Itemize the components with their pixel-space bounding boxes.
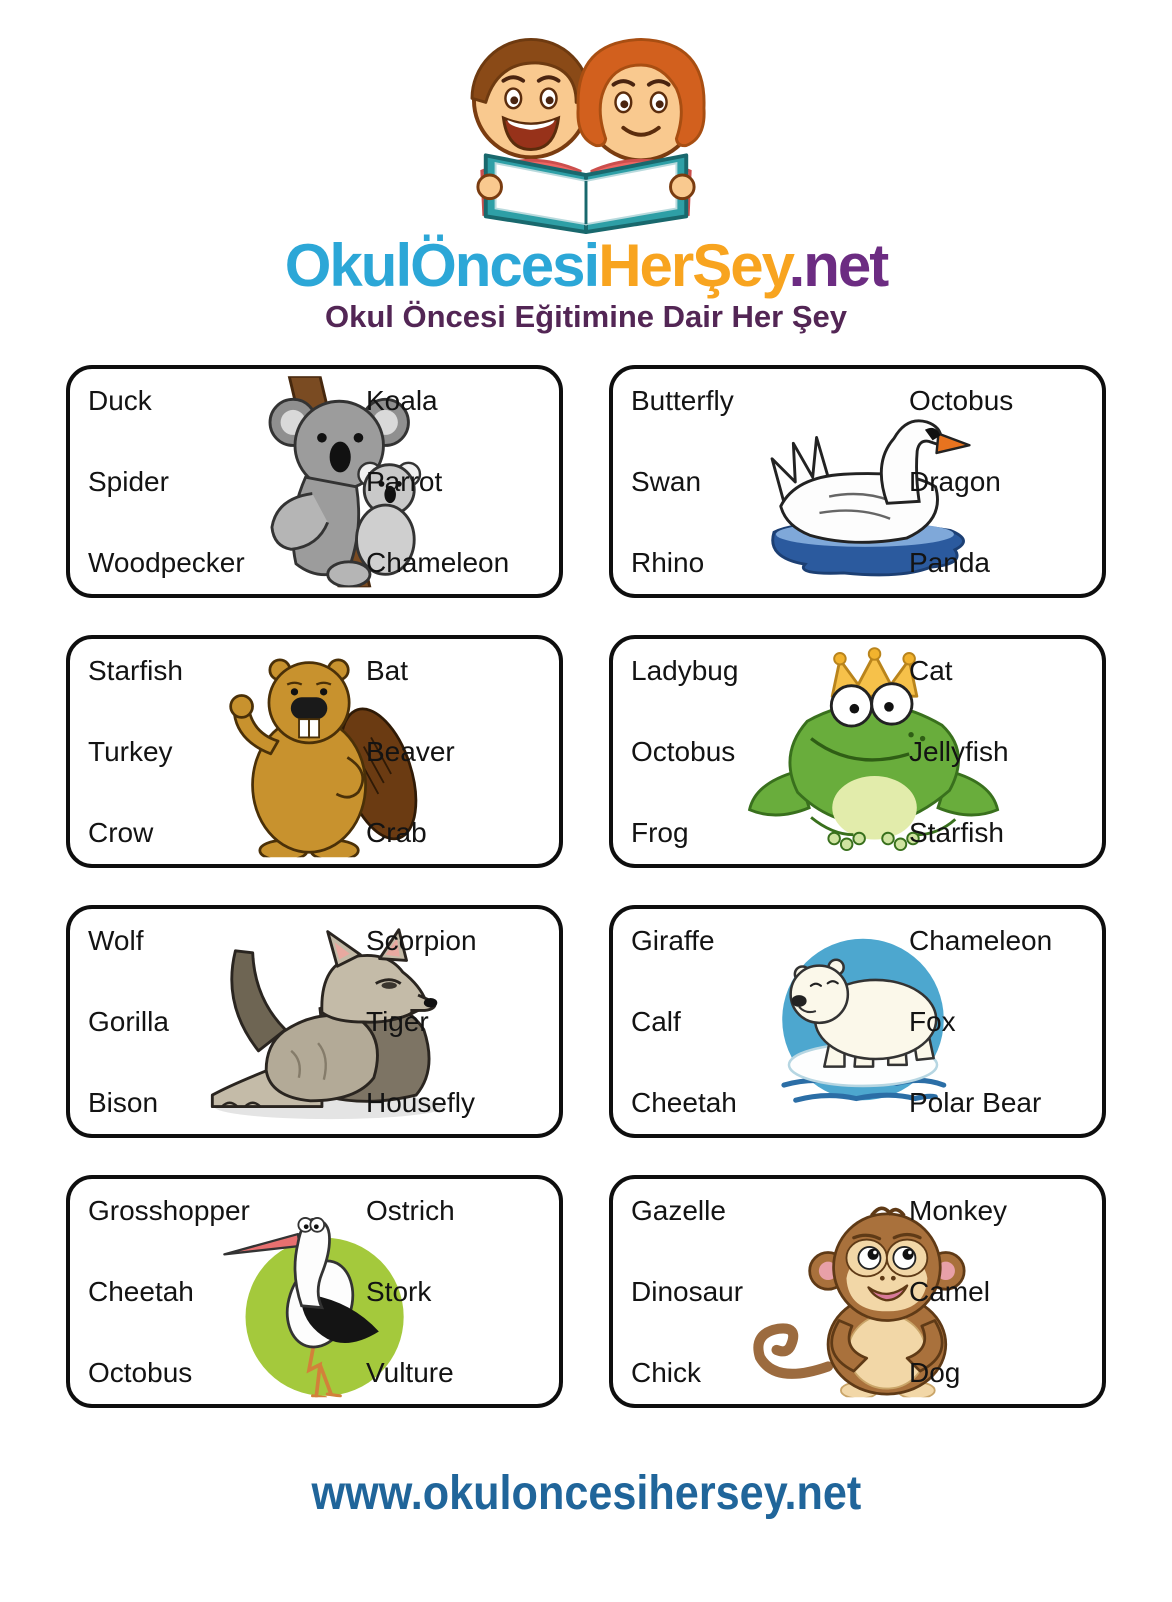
options-right [366, 1179, 541, 1404]
animal-name-option[interactable]: Bison [88, 1086, 159, 1118]
frog-illustration [816, 639, 909, 864]
swan-illustration [816, 369, 909, 594]
footer [0, 1466, 1172, 1521]
animal-name-option[interactable]: Octobus [88, 1356, 193, 1388]
card-polar-bear [609, 905, 1106, 1138]
options-left [631, 1179, 816, 1404]
animal-name-option[interactable]: Turkey [88, 735, 173, 767]
options-right [366, 369, 541, 594]
animal-name-option[interactable]: Koala [366, 385, 438, 416]
animal-name-option[interactable]: Cheetah [88, 1275, 194, 1307]
animal-name-option[interactable]: Calf [631, 1005, 681, 1037]
animal-name-option[interactable]: Swan [631, 465, 702, 497]
beaver-illustration [273, 639, 366, 864]
animal-name-option[interactable]: Cat [909, 655, 953, 686]
animal-name-option[interactable]: Giraffe [631, 925, 715, 956]
polar-bear-illustration [816, 909, 909, 1134]
animal-name-option[interactable]: Jellyfish [909, 735, 1009, 767]
animal-name-option[interactable]: Ostrich [366, 1195, 455, 1226]
animal-name-option[interactable]: Crab [366, 816, 427, 848]
options-left [88, 909, 273, 1134]
animal-name-option[interactable]: Cheetah [631, 1086, 737, 1118]
options-right [909, 369, 1084, 594]
animal-name-option[interactable]: Polar Bear [909, 1086, 1042, 1118]
worksheet-page [0, 6, 1172, 1602]
animal-name-option[interactable]: Monkey [909, 1195, 1008, 1226]
animal-name-option[interactable]: Rhino [631, 546, 705, 578]
animal-name-option[interactable]: Starfish [909, 816, 1004, 848]
kids-reading-illustration [426, 6, 746, 234]
animal-name-option[interactable]: Frog [631, 816, 689, 848]
card-swan [609, 365, 1106, 598]
animal-name-option[interactable]: Vulture [366, 1356, 454, 1388]
card-stork [66, 1175, 563, 1408]
options-left [88, 369, 273, 594]
animal-name-option[interactable]: Panda [909, 546, 990, 578]
animal-name-option[interactable]: Crow [88, 816, 154, 848]
options-left [88, 1179, 273, 1404]
logo-part-orange: HerŞey [598, 232, 789, 299]
animal-name-option[interactable]: Octobus [631, 735, 736, 767]
animal-name-option[interactable]: Duck [88, 385, 152, 416]
animal-name-option[interactable]: Chameleon [909, 925, 1053, 956]
animal-name-option[interactable]: Stork [366, 1275, 432, 1307]
koala-illustration [273, 369, 366, 594]
card-beaver [66, 635, 563, 868]
options-right [909, 1179, 1084, 1404]
animal-name-option[interactable]: Octobus [909, 385, 1014, 416]
animal-name-option[interactable]: Chameleon [366, 546, 510, 578]
cards-grid [0, 365, 1172, 1408]
animal-name-option[interactable]: Chick [631, 1356, 702, 1388]
animal-name-option[interactable]: Ladybug [631, 655, 739, 686]
card-koala [66, 365, 563, 598]
animal-name-option[interactable]: Bat [366, 655, 409, 686]
animal-name-option[interactable]: Dragon [909, 465, 1001, 497]
site-logo [0, 234, 1172, 297]
tagline: Okul Öncesi Eğitimine Dair Her Şey [324, 299, 848, 334]
animal-name-option[interactable]: Camel [909, 1275, 990, 1307]
animal-name-option[interactable]: Parrot [366, 465, 443, 497]
animal-name-option[interactable]: Wolf [88, 925, 144, 956]
options-left [631, 639, 816, 864]
options-right [909, 639, 1084, 864]
logo-part-teal: OkulÖncesi [284, 232, 599, 299]
options-left [88, 639, 273, 864]
options-right [366, 639, 541, 864]
animal-name-option[interactable]: Butterfly [631, 385, 734, 416]
animal-name-option[interactable]: Dinosaur [631, 1275, 744, 1307]
monkey-illustration [816, 1179, 909, 1404]
animal-name-option[interactable]: Housefly [366, 1086, 475, 1118]
header [0, 6, 1172, 335]
card-wolf [66, 905, 563, 1138]
options-right [909, 909, 1084, 1134]
animal-name-option[interactable]: Fox [909, 1005, 956, 1037]
options-left [631, 909, 816, 1134]
card-monkey [609, 1175, 1106, 1408]
animal-name-option[interactable]: Tiger [366, 1005, 429, 1037]
card-frog [609, 635, 1106, 868]
animal-name-option[interactable]: Gorilla [88, 1005, 169, 1037]
animal-name-option[interactable]: Dog [909, 1356, 961, 1388]
animal-name-option[interactable]: Gazelle [631, 1195, 726, 1226]
footer-url: www.okuloncesihersey.net [311, 1467, 861, 1520]
stork-illustration [273, 1179, 366, 1404]
animal-name-option[interactable]: Starfish [88, 655, 183, 686]
options-right [366, 909, 541, 1134]
options-left [631, 369, 816, 594]
animal-name-option[interactable]: Beaver [366, 735, 455, 767]
animal-name-option[interactable]: Grosshopper [88, 1195, 250, 1226]
animal-name-option[interactable]: Spider [88, 465, 169, 497]
animal-name-option[interactable]: Woodpecker [88, 546, 245, 578]
animal-name-option[interactable]: Scorpion [366, 925, 477, 956]
logo-part-net: .net [788, 232, 888, 299]
wolf-illustration [273, 909, 366, 1134]
